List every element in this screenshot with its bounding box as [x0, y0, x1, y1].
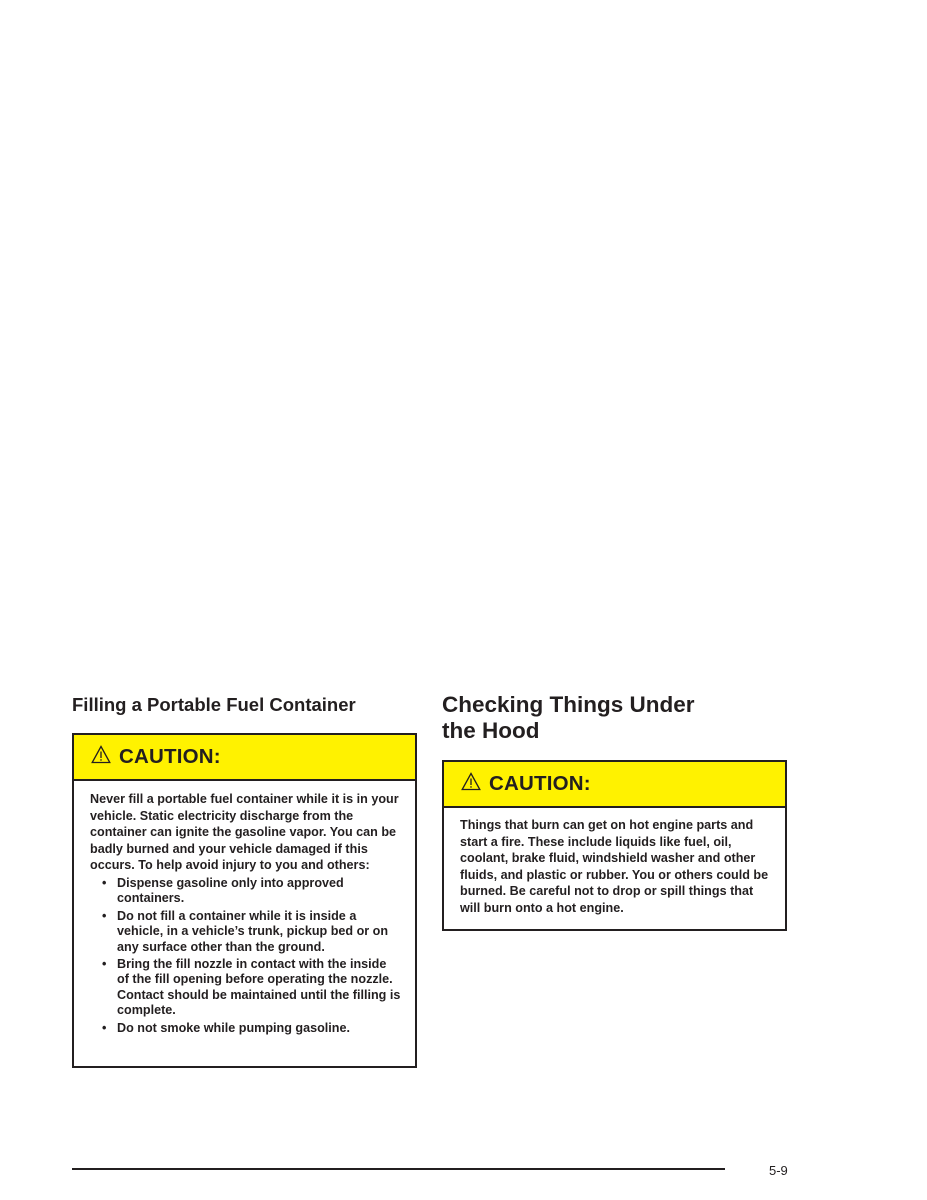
- footer-divider: [72, 1168, 725, 1170]
- bullet-icon: •: [102, 957, 107, 971]
- caution-label: CAUTION:: [119, 745, 221, 768]
- page-number: 5-9: [769, 1163, 788, 1178]
- warning-triangle-icon: [91, 745, 111, 764]
- caution-body: [74, 781, 415, 1046]
- list-item: • Dispense gasoline only into approved containers.: [102, 875, 344, 906]
- section-title-line-2: the Hood: [442, 718, 540, 743]
- bullet-icon: •: [102, 908, 107, 923]
- caution-box-under-hood: [442, 760, 787, 931]
- bullet-icon: •: [102, 875, 107, 890]
- caution-text: Things that burn can get on hot engine parts and start a fire. These include liquids like fuel, oil, coolant, brake fluid, windshield washer and other fluids, and plastic or rubber. You or others could be burned. Be careful not to drop or spill things that will burn onto a hot engine.: [460, 818, 769, 915]
- caution-body: [444, 808, 785, 925]
- list-item: • Bring the fill nozzle in contact with the inside of the fill opening before operating the nozzle. Contact should be maintained until the filling is complete.: [102, 957, 401, 1018]
- caution-header: [444, 762, 785, 808]
- section-title-checking-under-hood: [442, 692, 695, 744]
- caution-label: CAUTION:: [489, 772, 591, 795]
- section-title-line-1: Checking Things Under: [442, 692, 695, 717]
- list-item: • Do not smoke while pumping gasoline.: [102, 1020, 351, 1035]
- caution-box-portable-fuel: [72, 733, 417, 1068]
- caution-intro-text: Never fill a portable fuel container while it is in your vehicle. Static electricity discharge from the container can ignite the gasoline vapor. You can be badly burned and your vehicle damaged if this occurs. To help avoid injury to you and others:: [90, 792, 399, 873]
- section-title-portable-fuel-container: Filling a Portable Fuel Container: [72, 694, 356, 715]
- caution-header: [74, 735, 415, 781]
- bullet-icon: •: [102, 1020, 107, 1035]
- warning-triangle-icon: [461, 772, 481, 791]
- list-item: • Do not fill a container while it is inside a vehicle, in a vehicle’s trunk, pickup bed or on any surface other than the ground.: [102, 908, 389, 954]
- caution-bullet-list: [90, 876, 401, 1036]
